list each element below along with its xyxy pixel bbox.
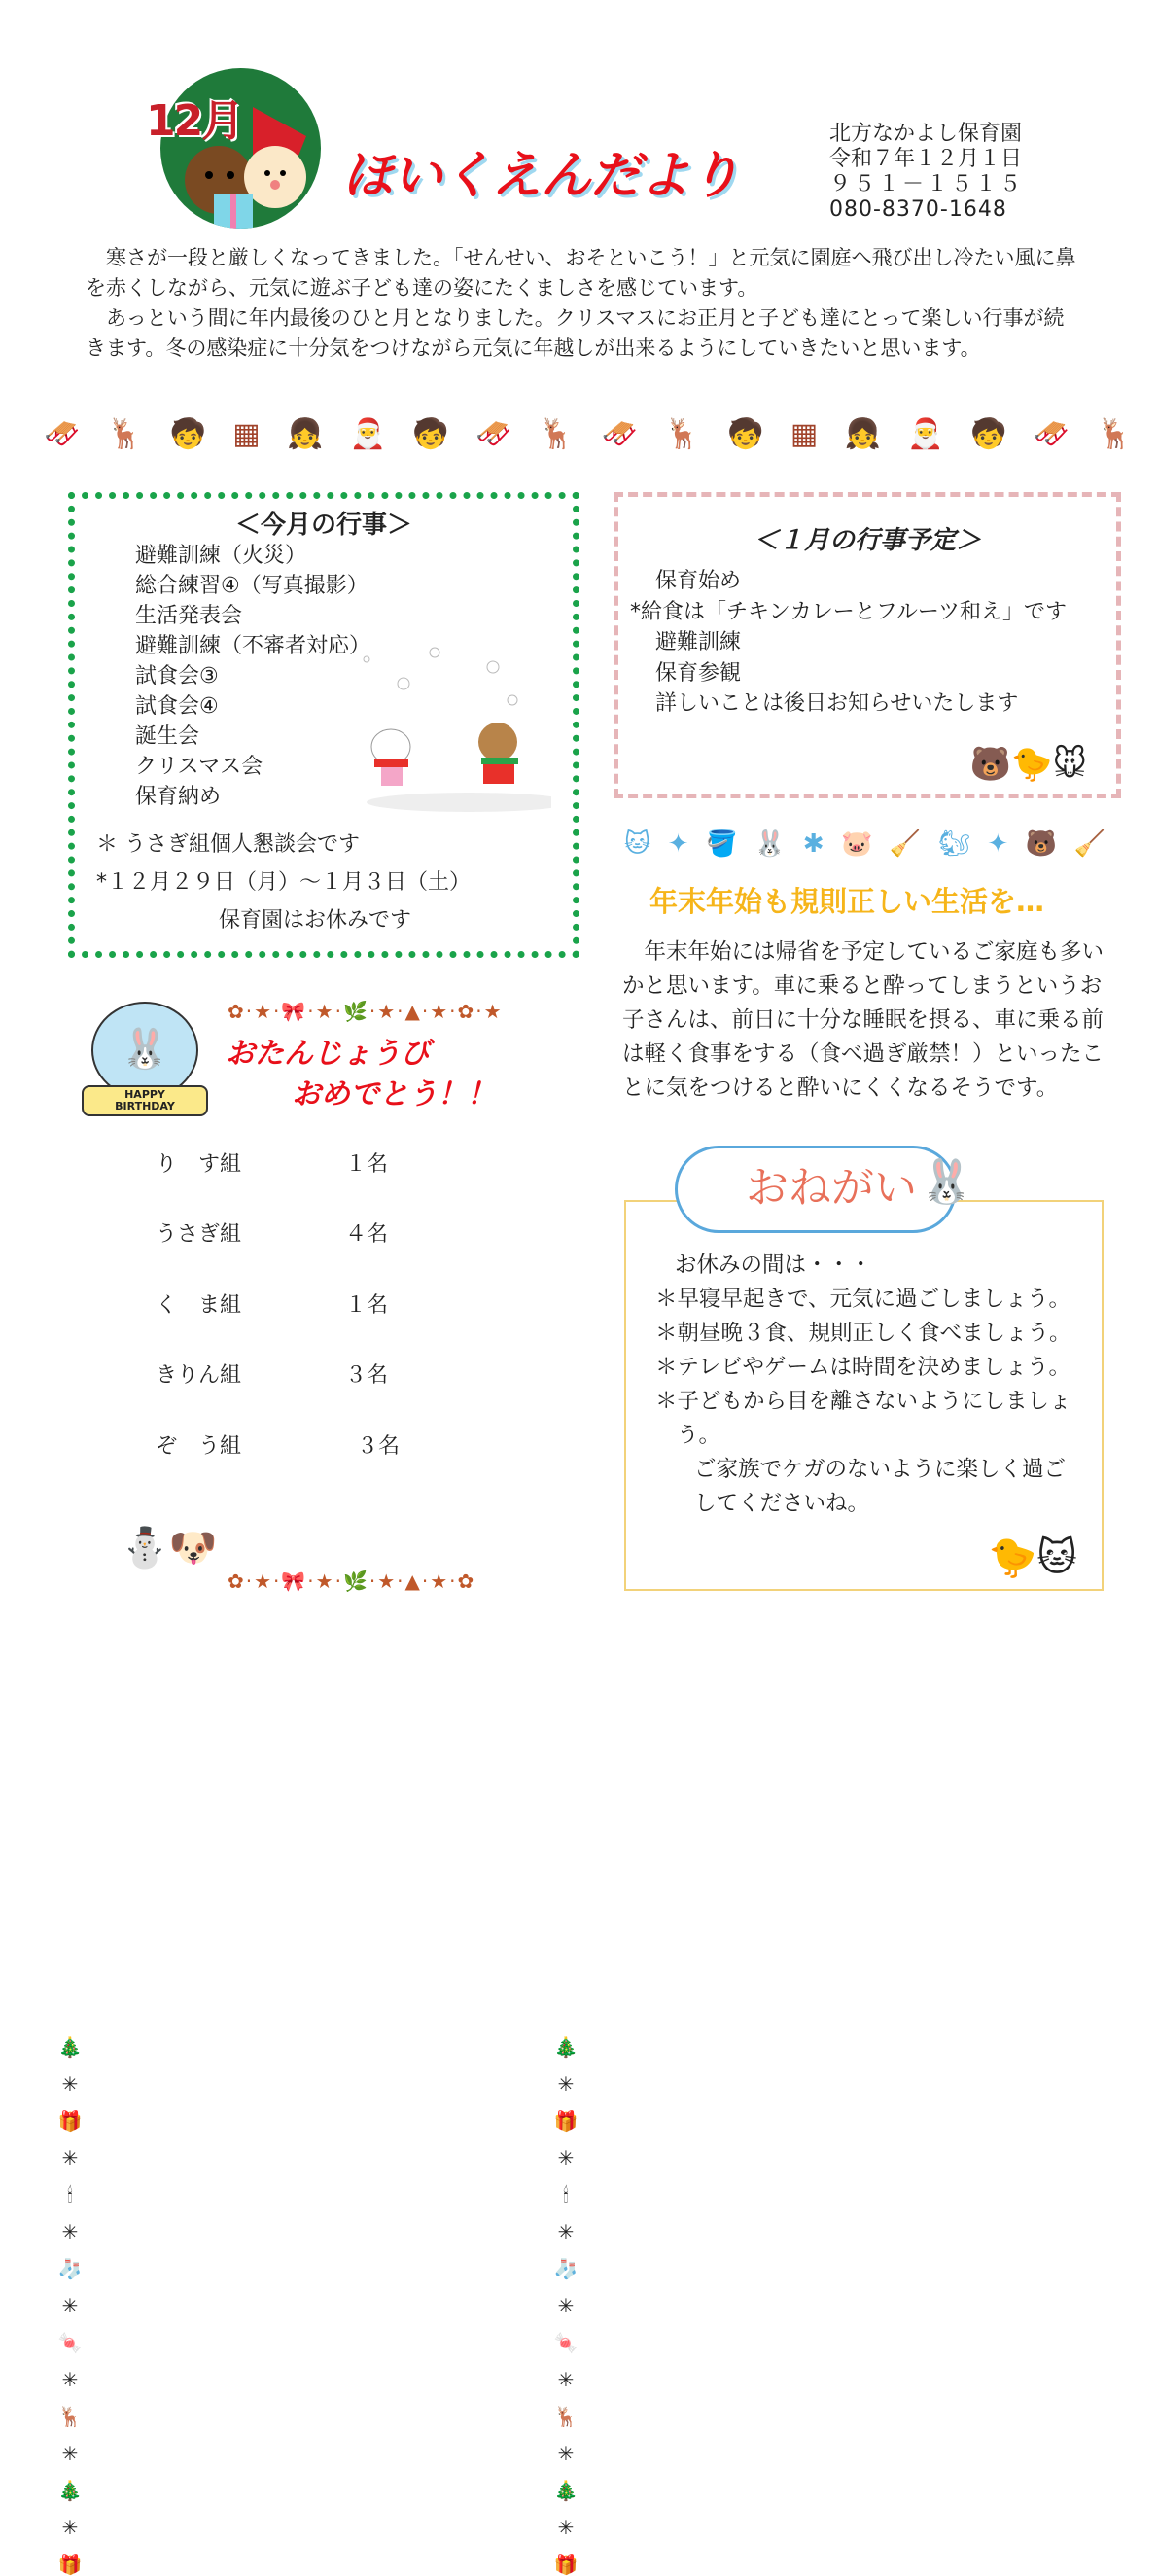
fireplace-icon: ▦ [790,416,819,451]
dustpan-icon: 🧹 [889,829,922,859]
stocking-icon: 🧦 [553,2257,579,2280]
birthday-title-2: おめでとう！！ [292,1077,496,1112]
snowflake-icon: ✳ [557,2220,575,2243]
request-intro: お休みの間は・・・ [675,1253,872,1278]
january-item: 保育始め [655,569,742,593]
snowflake-icon: ✳ [61,2442,79,2465]
squirrel-icon: 🐿 [937,829,970,859]
january-heading: ＜１月の行事予定＞ [753,526,981,555]
january-list [630,566,1116,720]
birthday-count: ３名 [345,1363,389,1388]
snowflake-icon: ✳ [557,2294,575,2317]
new-year-heading: 年末年始も規則正しい生活を… [649,885,1045,918]
school-name: 北方なかよし保育園 [829,122,1023,146]
new-year-play-illustration: 🐻🐤🐭 [969,745,1087,784]
snowflake-icon: ✳ [557,2368,575,2391]
child-icon: 🧒 [169,416,206,451]
birthday-count: １名 [345,1152,389,1177]
pig-icon: 🐷 [841,829,873,859]
candy-cane-icon: 🍬 [553,2331,579,2354]
request-label: おねがい [746,1163,917,1213]
class-name: きりん組 [156,1363,242,1388]
rabbit-bear-snow-illustration [357,635,551,820]
fireplace-icon: ▦ [232,416,261,451]
candy-cane-icon: 🍬 [57,2331,83,2354]
birthday-row [156,1217,388,1248]
request-list [655,1249,1102,1521]
birthday-row [156,1359,388,1389]
cleaning-animals-strip [624,829,1105,859]
cat-kotatsu-illustration: 🐤🐱 [988,1535,1077,1580]
intro-paragraph: あっという間に年内最後のひと月となりました。クリスマスにお正月と子ども達にとって楽しい行事が続きます。冬の感染症に十分気をつけながら元気に年越しが出来るようにしていきたいと思います。 [86,306,1065,360]
bucket-icon: 🪣 [705,829,738,859]
event-item: 総合練習④（写真撮影） [135,574,368,598]
child-icon: 🧒 [412,416,449,451]
child-icon: 🧒 [727,416,764,451]
snow-icon: ✱ [802,829,825,859]
santa-icon: 🎅 [349,416,387,451]
snowflake-icon: ✳ [557,2072,575,2096]
intro-paragraph: 寒さが一段と厳しくなってきました。「せんせい、おそといこう！」と元気に園庭へ飛び出し冷たい風に鼻を赤くしながら、元気に遊ぶ子ども達の姿にたくましさを感じています。 [86,246,1076,300]
child-icon: 👧 [286,416,324,451]
holiday-notes [96,826,573,939]
reindeer-icon: 🦌 [553,2405,579,2428]
reindeer-icon: 🦌 [106,416,144,451]
event-item: クリスマス会 [135,755,263,779]
birthday-row [156,1288,388,1319]
candle-icon: 🕯 [563,2183,569,2206]
gift-icon: 🎁 [553,2553,579,2576]
santa-icon: 🎅 [907,416,944,451]
right-ornament-border [548,2035,583,2576]
rabbit-icon: 🐰 [91,1002,198,1099]
january-item: 詳しいことは後日お知らせいたします [655,691,1019,716]
broom-icon: 🧹 [1073,829,1105,859]
bear-icon: 🐻 [1025,829,1058,859]
sleigh-icon: 🛷 [475,416,512,451]
reindeer-icon: 🦌 [1096,416,1133,451]
birthday-row [156,1429,400,1460]
ornament-garland: ✿·★·🎀·★·🌿·★·▲·★·✿·★ [228,1001,504,1022]
sparkle-icon: ✦ [667,829,689,859]
gift-icon: 🎁 [57,2553,83,2576]
snowflake-icon: ✳ [61,2146,79,2170]
january-item: *給食は「チキンカレーとフルーツ和え」です [630,599,1068,624]
january-events-box [614,492,1121,798]
class-name: く ま組 [156,1293,242,1318]
snow-globe-illustration [82,1002,208,1118]
snowman-dog-illustration: ⛄🐶 [121,1526,218,1570]
month-label: 12月 [146,96,243,146]
snowflake-icon: ✳ [61,2072,79,2096]
mobile-number: 080-8370-1648 [829,197,1007,222]
event-item: 避難訓練（不審者対応） [135,634,371,658]
request-cloud-banner [675,1146,973,1233]
tree-icon: 🎄 [553,2479,579,2502]
sleigh-icon: 🛷 [601,416,638,451]
this-month-events-box [68,492,579,958]
request-item: ＊早寝早起きで、元気に過ごしましょう。 [655,1287,1071,1312]
tree-icon: 🎄 [553,2035,579,2059]
january-item: 避難訓練 [655,630,742,654]
tree-icon: 🎄 [57,2035,83,2059]
tree-icon: 🎄 [57,2479,83,2502]
intro-text [86,243,1082,364]
snowflake-icon: ✳ [61,2220,79,2243]
christmas-border-strip [44,408,1133,459]
candle-icon: 🕯 [67,2183,73,2206]
birthday-title: おたんじょうび [226,1037,430,1071]
class-name: り す組 [156,1152,242,1177]
birthday-count: ４名 [345,1222,389,1247]
reindeer-icon: 🦌 [57,2405,83,2428]
rabbit-hood-icon: 🐰 [920,1157,973,1207]
reindeer-icon: 🦌 [538,416,576,451]
january-item: 保育参観 [655,660,742,686]
snowflake-icon: ✳ [557,2516,575,2539]
class-name: うさぎ組 [156,1222,242,1247]
request-closing: ご家族でケガのないように楽しく過ごしてくださいね。 [694,1457,1067,1516]
reindeer-icon: 🦌 [664,416,701,451]
request-item: ＊子どもから目を離さないようにしましょう。 [655,1389,1071,1448]
note-holiday-dates: *１２月２９日（月）～１月３日（土） [96,870,472,895]
gift-icon: 🎁 [57,2109,83,2133]
issue-date: 令和７年１２月１日 [829,147,1023,171]
child-icon: 👧 [844,416,881,451]
request-box [624,1157,1104,1591]
phone-number: ９５１－１５１５ [829,172,1025,196]
event-item: 試食会④ [135,694,219,719]
request-item: ＊テレビやゲームは時間を決めましょう。 [655,1355,1071,1380]
note-conference: ＊ うさぎ組個人懇談会です [96,832,360,857]
new-year-paragraph: 年末年始には帰省を予定しているご家庭も多いかと思います。車に乗ると酔ってしまうというお子さんは、前日に十分な睡眠を摂る、車に乗る前は軽く食事をする（食べ過ぎ厳禁！）といったことに気をつけると酔いにくくなるそうです。 [622,939,1105,1101]
snowflake-icon: ✳ [61,2294,79,2317]
table-icon: ✦ [987,829,1009,859]
class-name: ぞ う組 [156,1434,242,1459]
request-item: ＊朝昼晩３食、規則正しく食べましょう。 [655,1321,1071,1346]
child-icon: 🧒 [970,416,1007,451]
birthday-count: ３名 [357,1434,401,1459]
this-month-heading: ＜今月の行事＞ [234,511,412,540]
snowflake-icon: ✳ [557,2146,575,2170]
school-info [829,122,1024,223]
sleigh-icon: 🛷 [44,416,81,451]
snowflake-icon: ✳ [61,2516,79,2539]
event-item: 誕生会 [135,724,200,749]
snowflake-icon: ✳ [61,2368,79,2391]
sleigh-icon: 🛷 [1033,416,1070,451]
event-item: 保育納め [135,785,222,809]
happy-birthday-badge: HAPPY BIRTHDAY [82,1085,208,1116]
gift-icon: 🎁 [553,2109,579,2133]
event-item: 生活発表会 [135,604,243,628]
left-ornament-border [53,2035,88,2576]
ornament-garland-bottom: ✿·★·🎀·★·🌿·★·▲·★·✿ [228,1570,476,1592]
cat-icon: 🐱 [624,829,651,859]
birthday-count: １名 [345,1293,389,1318]
event-item: 試食会③ [135,664,219,688]
birthday-row [156,1147,388,1178]
rabbit-icon: 🐰 [754,829,787,859]
note-closed: 保育園はお休みです [218,908,411,933]
event-item: 避難訓練（火災） [135,544,307,568]
snowflake-icon: ✳ [557,2442,575,2465]
newsletter-title: ほいくえんだより [342,147,740,205]
stocking-icon: 🧦 [57,2257,83,2280]
